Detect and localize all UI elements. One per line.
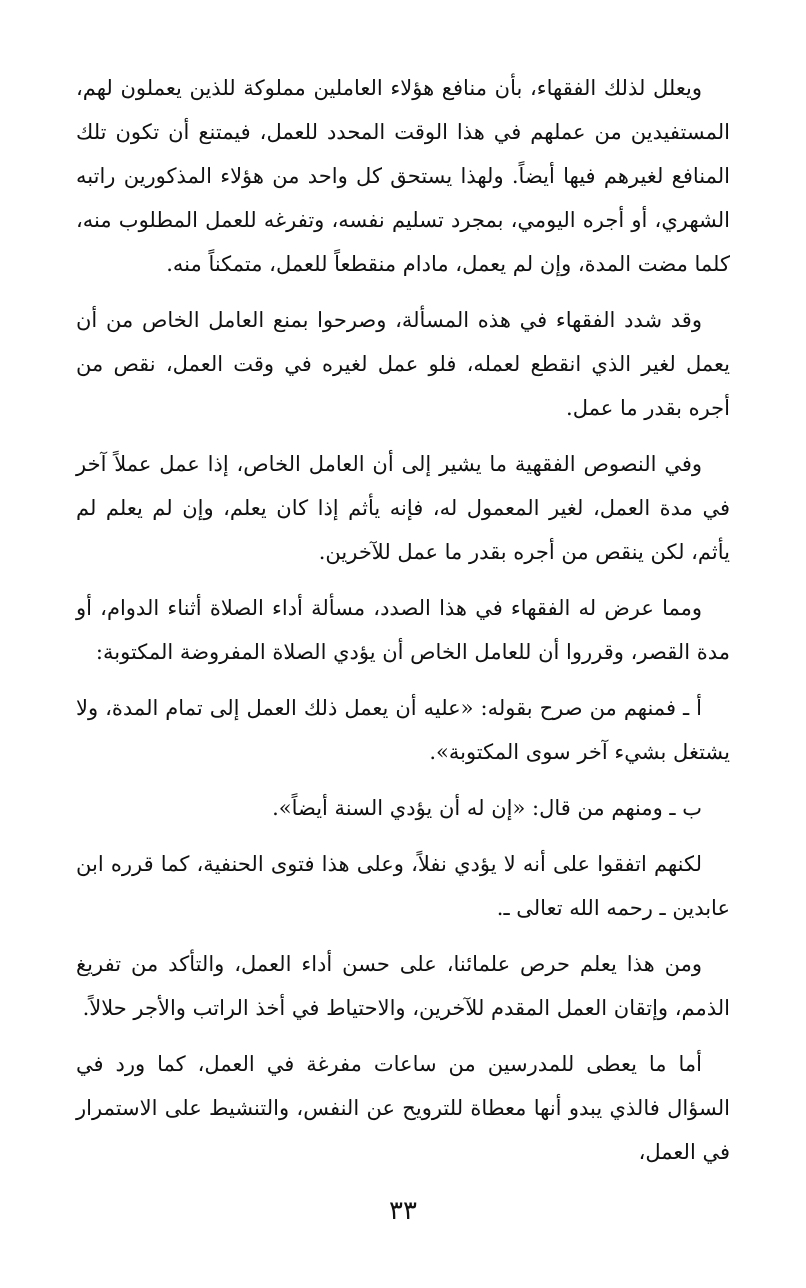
paragraph-5: أ ـ فمنهم من صرح بقوله: «عليه أن يعمل ذلك العمل إلى تمام المدة، ولا يشتغل بشيء آخر سوى المكتوبة». (76, 696, 730, 764)
paragraph-8: ومن هذا يعلم حرص علمائنا، على حسن أداء العمل، والتأكد من تفريغ الذمم، وإتقان العمل المقدم للآخرين، والاحتياط في أخذ الراتب والأجر حلالاً. (76, 952, 730, 1020)
body-text (76, 66, 730, 1186)
paragraph-1: ويعلل لذلك الفقهاء، بأن منافع هؤلاء العاملين مملوكة للذين يعملون لهم، المستفيدين من عملهم في هذا الوقت المحدد للعمل، فيمتنع أن تكون تلك المنافع لغيرهم فيها أيضاً. ولهذا يستحق كل واحد من هؤلاء المذكورين راتبه الشهري، أو أجره اليومي، بمجرد تسليم نفسه، وتفرغه للعمل المطلوب منه، كلما مضت المدة، وإن لم يعمل، مادام منقطعاً للعمل، متمكناً منه. (76, 76, 730, 276)
paragraph-6: ب ـ ومنهم من قال: «إن له أن يؤدي السنة أيضاً». (272, 796, 702, 820)
paragraph-4: ومما عرض له الفقهاء في هذا الصدد، مسألة أداء الصلاة أثناء الدوام، أو مدة القصر، وقرروا أن للعامل الخاص أن يؤدي الصلاة المفروضة المكتوبة: (76, 596, 730, 664)
paragraph-3: وفي النصوص الفقهية ما يشير إلى أن العامل الخاص، إذا عمل عملاً آخر في مدة العمل، لغير المعمول له، فإنه يأثم إذا كان يعلم، وإن لم يعلم لم يأثم، لكن ينقص من أجره بقدر ما عمل للآخرين. (76, 452, 730, 564)
paragraph-2: وقد شدد الفقهاء في هذه المسألة، وصرحوا بمنع العامل الخاص من أن يعمل لغير الذي انقطع لعمله، فلو عمل لغيره في وقت العمل، نقص من أجره بقدر ما عمل. (76, 308, 730, 420)
paragraph-9: أما ما يعطى للمدرسين من ساعات مفرغة في العمل، كما ورد في السؤال فالذي يبدو أنها معطاة للترويح عن النفس، والتنشيط على الاستمرار في العمل، (76, 1052, 730, 1164)
page-number: ٣٣ (389, 1196, 417, 1226)
paragraph-7: لكنهم اتفقوا على أنه لا يؤدي نفلاً، وعلى هذا فتوى الحنفية، كما قرره ابن عابدين ـ رحمه الله تعالى ـ. (76, 852, 730, 920)
